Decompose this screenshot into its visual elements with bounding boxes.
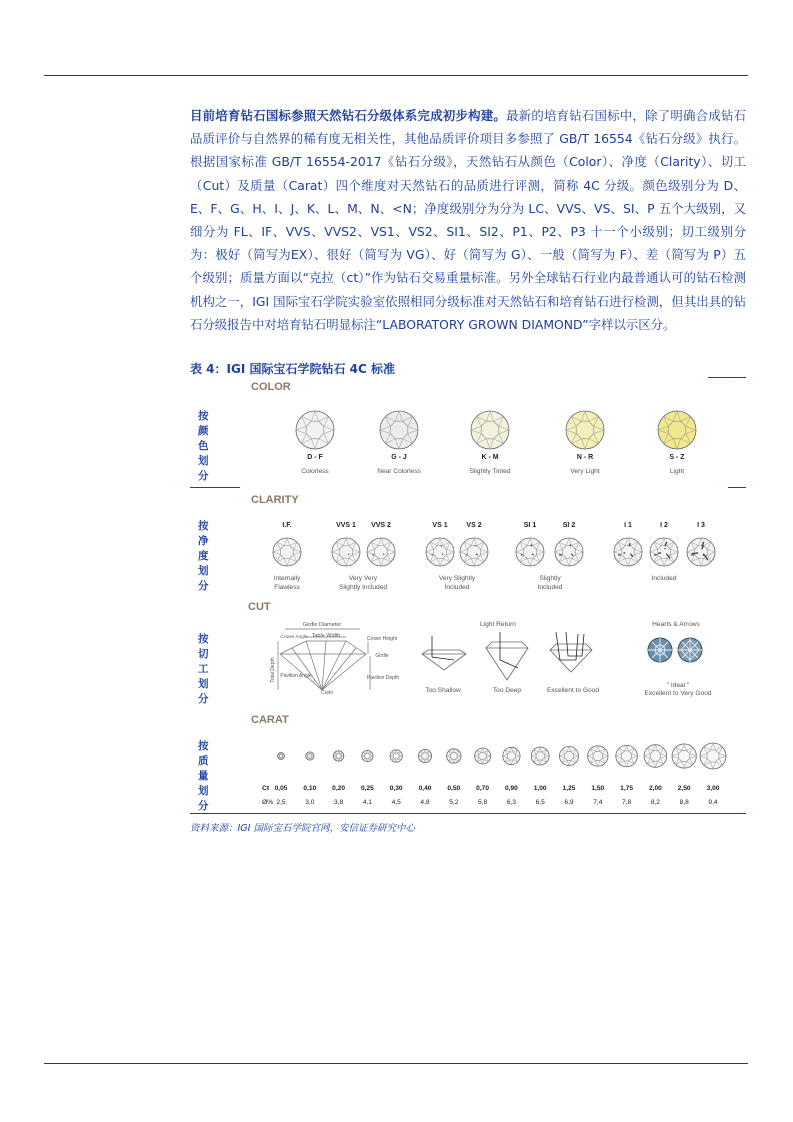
- color-title: COLOR: [251, 381, 291, 393]
- carat-diameter-3: 4,1: [362, 799, 372, 806]
- color-grade-desc: Very Light: [570, 468, 600, 475]
- paragraph-lead: 目前培育钻石国标参照天然钻石分级体系完成初步构建。: [190, 108, 507, 123]
- clarity-code: VS 1: [432, 522, 448, 529]
- color-grade-desc: Light: [669, 468, 685, 475]
- total-depth-label: Total Depth: [270, 657, 276, 683]
- color-grade-desc: Colorless: [301, 468, 329, 475]
- carat-diamond-13: [644, 745, 667, 768]
- carat-diamond-1: [306, 752, 314, 760]
- light-return-title: Light Return: [480, 621, 516, 628]
- carat-diamond-10: [559, 746, 578, 765]
- carat-weight-6: 0,50: [447, 785, 461, 792]
- carat-diamond-9: [531, 747, 549, 765]
- ideal-label: " Ideal ": [666, 682, 690, 689]
- carat-diamond-15: [700, 743, 726, 769]
- clarity-code: VS 2: [466, 522, 482, 529]
- carat-weight-5: 0,40: [418, 785, 432, 792]
- color-grade-code: D - F: [307, 454, 323, 461]
- clarity-code: I 3: [697, 522, 705, 529]
- clarity-code: VVS 1: [336, 522, 356, 529]
- footer-rule: [44, 1063, 748, 1064]
- carat-weight-12: 1,75: [620, 785, 634, 792]
- excellent-good-label: Excellent to Good: [546, 687, 600, 694]
- color-row-label: 按颜色划分: [198, 410, 209, 482]
- carat-diamond-6: [447, 749, 461, 763]
- hearts-arrows-title: Hearts & Arrows: [652, 621, 700, 628]
- carat-diamond-8: [503, 747, 520, 764]
- crown-height-label: Crown Height: [366, 636, 398, 642]
- carat-diamond-3: [362, 750, 373, 761]
- clarity-group-line2: Included: [537, 584, 563, 591]
- clarity-code: VVS 2: [371, 522, 391, 529]
- carat-diameter-11: 7,4: [593, 799, 603, 806]
- carat-diamond-14: [672, 744, 696, 768]
- carat-weight-14: 2,50: [677, 785, 691, 792]
- carat-diameter-7: 5,8: [478, 799, 488, 806]
- color-grade-code: S - Z: [669, 454, 685, 461]
- carat-diameter-14: 8,8: [679, 799, 689, 806]
- carat-weight-1: 0,10: [303, 785, 317, 792]
- carat-row-label: 按质量划分: [198, 740, 209, 812]
- carat-diameter-2: 3,8: [334, 799, 344, 806]
- carat-weight-0: 0,05: [274, 785, 288, 792]
- clarity-group-line1: Very Slightly: [438, 575, 476, 582]
- table-bottom-rule: [190, 813, 746, 814]
- pavilion-depth-label: Pavilion Depth: [366, 675, 400, 681]
- carat-diameter-12: 7,8: [622, 799, 632, 806]
- carat-diamond-11: [588, 746, 608, 766]
- color-grade-desc: Slightly Tinted: [469, 468, 511, 475]
- color-grade-code: K - M: [481, 454, 499, 461]
- carat-diameter-15: 9,4: [708, 799, 718, 806]
- carat-weight-15: 3,00: [706, 785, 720, 792]
- source-note: 资料来源：IGI 国际宝石学院官网，安信证券研究中心: [190, 823, 415, 834]
- clarity-group-line1: Very Very: [348, 575, 378, 582]
- culet-label: Culet: [321, 690, 333, 696]
- carat-ct-label: Ct: [262, 785, 270, 792]
- carat-mm-label: Ø%: [262, 799, 274, 806]
- carat-diameter-10: 6,9: [564, 799, 574, 806]
- carat-diamond-2: [333, 751, 343, 761]
- clarity-group-line2: Flawless: [274, 584, 300, 591]
- carat-diamond-0: [278, 753, 285, 760]
- carat-diameter-13: 8,2: [650, 799, 660, 806]
- cut-row-label: 按切工划分: [198, 633, 209, 705]
- carat-weight-8: 0,90: [504, 785, 518, 792]
- crown-angle-label: Crown Angle: [280, 635, 308, 640]
- clarity-row-label: 按净度划分: [198, 520, 209, 592]
- carat-weight-10: 1,25: [562, 785, 576, 792]
- color-grade-desc: Near Colorless: [377, 468, 421, 475]
- carat-weight-4: 0,30: [389, 785, 403, 792]
- clarity-code: SI 2: [562, 522, 576, 529]
- carat-title: CARAT: [251, 714, 289, 726]
- too-shallow-label: Too Shallow: [425, 687, 461, 694]
- carat-weight-7: 0,70: [476, 785, 490, 792]
- too-deep-label: Too Deep: [492, 687, 522, 694]
- carat-diamond-7: [475, 748, 491, 764]
- excellent-very-good-label: Excellent to Very Good: [644, 690, 712, 697]
- girdle-label: Girdle: [375, 653, 389, 659]
- table-width-label: Table Width: [311, 633, 341, 639]
- carat-weight-13: 2,00: [648, 785, 662, 792]
- pavilion-angle-label: Pavilion Angle: [280, 673, 312, 679]
- carat-weight-3: 0,25: [360, 785, 374, 792]
- clarity-group-line1: Internally: [273, 575, 301, 582]
- carat-diameter-5: 4,8: [420, 799, 430, 806]
- clarity-title: CLARITY: [251, 494, 299, 506]
- color-grade-code: N - R: [576, 454, 594, 461]
- carat-diameter-0: 2,5: [276, 799, 286, 806]
- carat-weight-11: 1,50: [591, 785, 605, 792]
- color-grade-code: G - J: [391, 454, 407, 461]
- clarity-code: I 1: [624, 522, 632, 529]
- clarity-code: I 2: [660, 522, 668, 529]
- carat-weight-9: 1,00: [533, 785, 547, 792]
- carat-diameter-4: 4,5: [391, 799, 401, 806]
- carat-diamond-4: [390, 750, 402, 762]
- clarity-code: I.F.: [282, 522, 292, 529]
- carat-diameter-6: 5,2: [449, 799, 459, 806]
- carat-diamond-5: [418, 749, 431, 762]
- clarity-group-line1: Included: [651, 575, 677, 582]
- cut-title: CUT: [248, 601, 271, 613]
- girdle-diameter-label: Girdle Diameter: [302, 622, 342, 628]
- carat-weight-2: 0,20: [332, 785, 346, 792]
- carat-diamond-12: [616, 745, 638, 767]
- carat-diameter-1: 3,0: [305, 799, 315, 806]
- carat-diameter-8: 6,3: [506, 799, 516, 806]
- clarity-code: SI 1: [523, 522, 537, 529]
- clarity-group-line2: Included: [444, 584, 470, 591]
- paragraph-body: 最新的培育钻石国标中，除了明确合成钻石品质评价与自然界的稀有度无相关性，其他品质评价项目多参照了 GB/T 16554《钻石分级》执行。根据国家标准 GB/T 16554-2017《钻石分级》，天然钻石从颜色（Color）、净度（Clarity）、切工（Cut）及质量（Carat）四个维度对天然钻石的品质进行评测，简称 4C 分级。颜色级别分为 D、E、F、G、H、I、J、K、L、M、N、<N；净度级别分为分为 LC、VVS、VS、SI、P 五个大级别，又细分为 FL、IF、VVS、VVS2、VS1、VS2、SI1、SI2、P1、P2、P3 十一个小级别；切工级别分为：极好（简写为EX）、很好（简写为 VG）、好（简写为 G）、一般（简写为 F）、差（简写为 P）五个级别；质量方面以“克拉（ct）”作为钻石交易重量标准。另外全球钻石行业内最普通认可的钻石检测机构之一，IGI 国际宝石学院实验室依照相同分级标准对天然钻石和培育钻石进行检测，但其出具的钻石分级报告中对培育钻石明显标注“LABORATORY GROWN DIAMOND”字样以示区分。: [190, 108, 747, 332]
- clarity-group-line1: Slightly: [539, 575, 561, 582]
- table-caption: 表 4：IGI 国际宝石学院钻石 4C 标准: [190, 362, 395, 376]
- carat-diameter-9: 6,5: [535, 799, 545, 806]
- clarity-group-line2: Slightly Included: [338, 584, 388, 591]
